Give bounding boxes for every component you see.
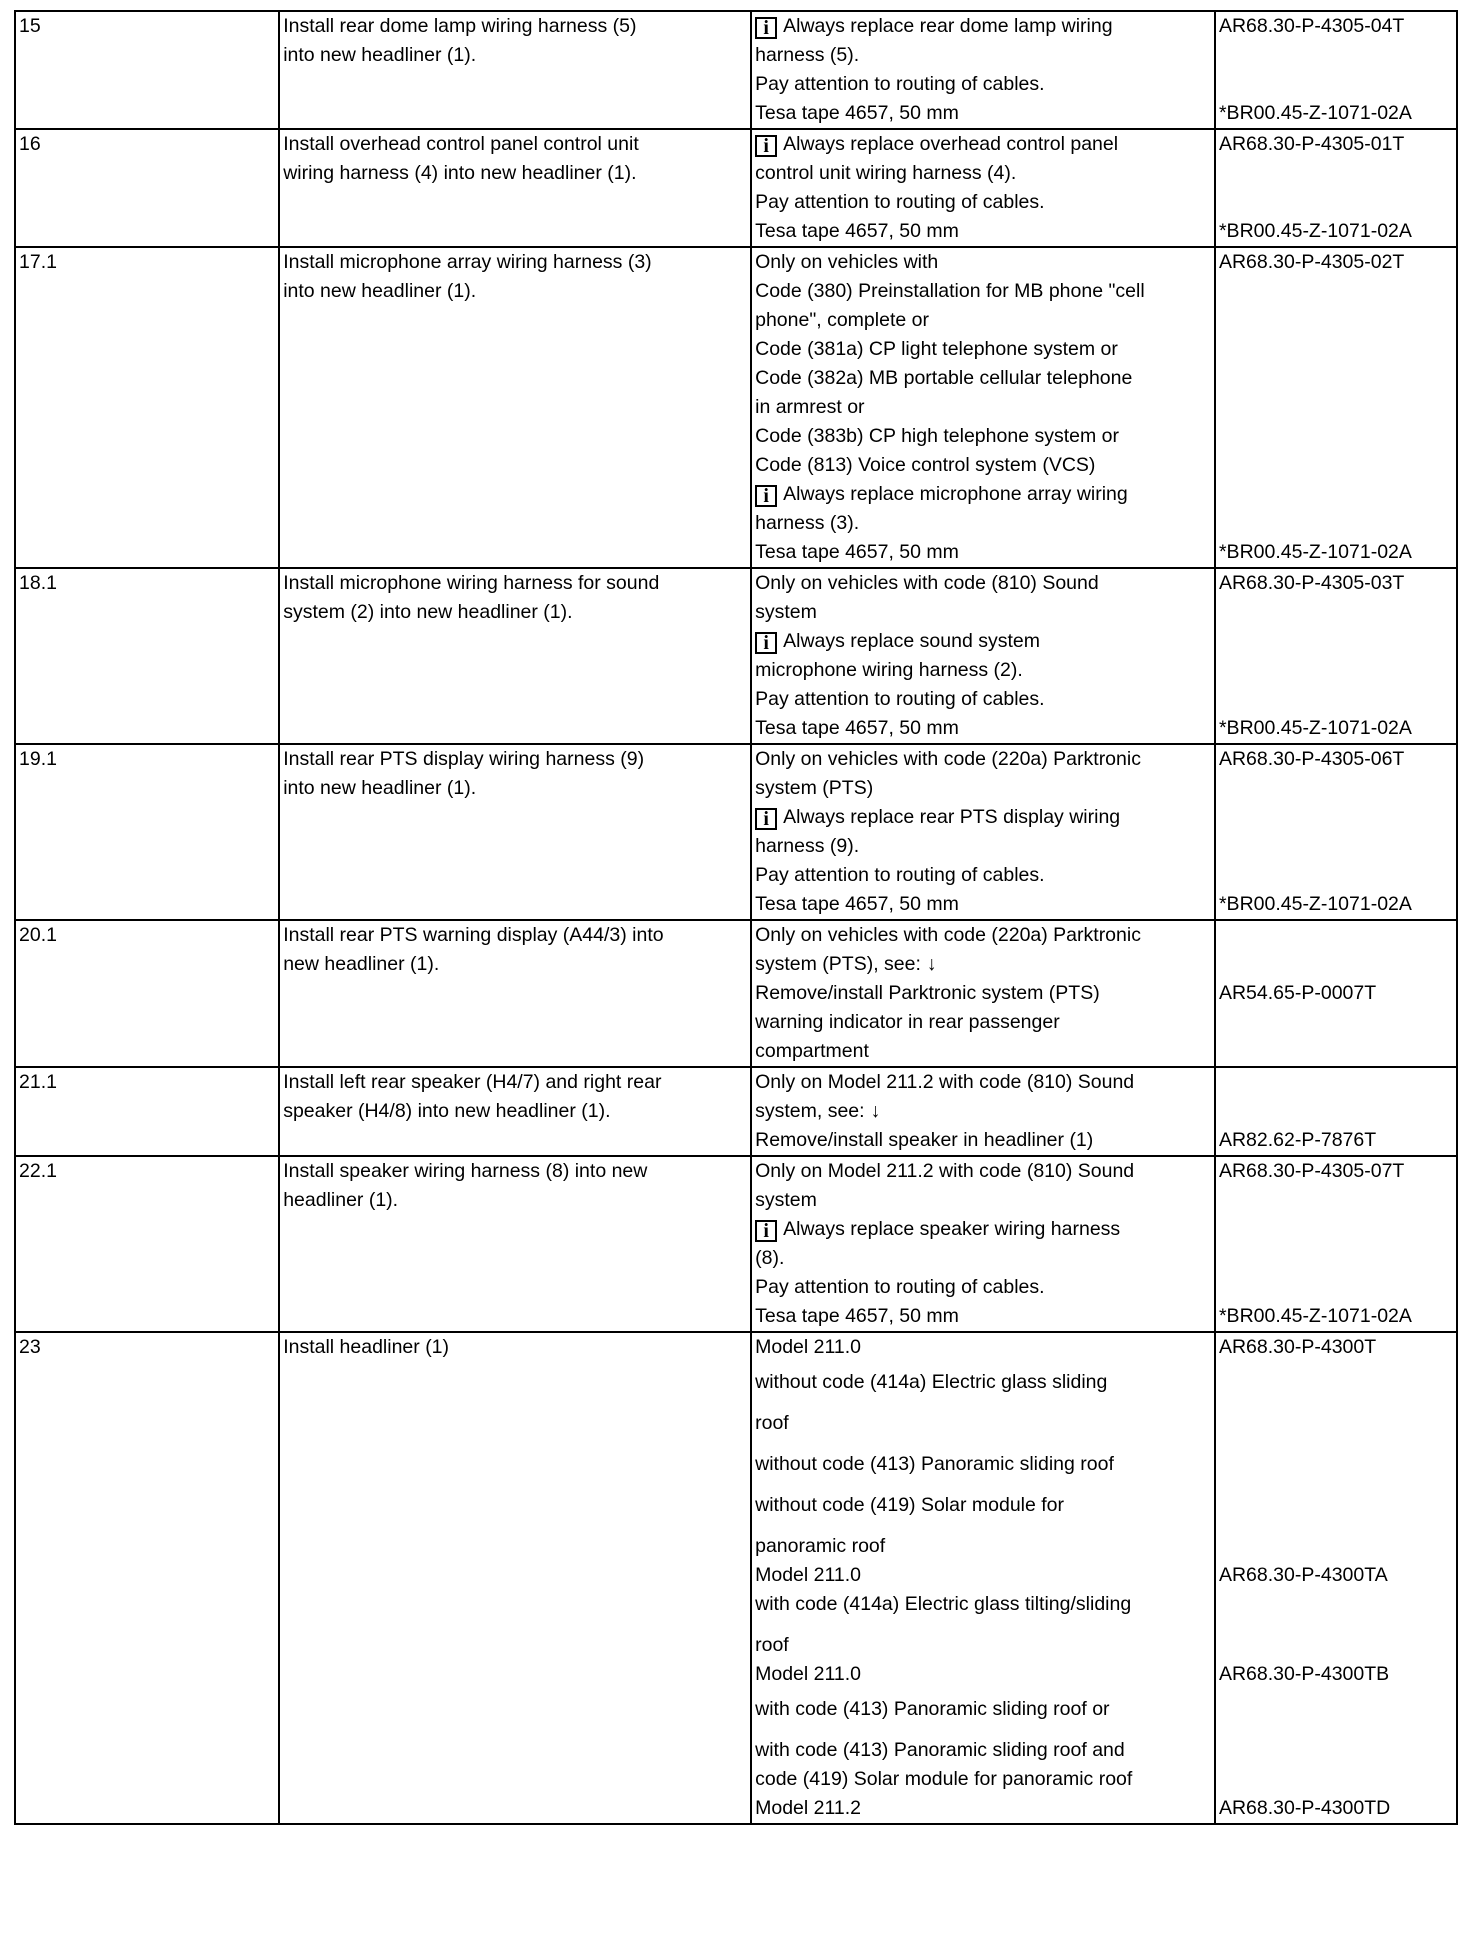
note-line <box>755 890 1211 919</box>
note-line <box>755 1368 1211 1397</box>
note-line <box>755 393 1211 422</box>
reference-line: AR68.30-P-4300TB <box>1218 1663 1390 1685</box>
note-line <box>755 1736 1211 1765</box>
note-line <box>755 1333 1211 1362</box>
info-icon: i <box>755 632 777 654</box>
note-line <box>755 1561 1211 1590</box>
note-line <box>755 1097 1211 1126</box>
note-line <box>755 422 1211 451</box>
note-line <box>755 745 1211 774</box>
down-arrow-icon: ↓ <box>926 953 937 975</box>
note-line <box>755 861 1211 890</box>
note-text: with code (413) Panoramic sliding roof or <box>755 1698 1110 1720</box>
step-number: 17.1 <box>19 251 57 273</box>
note-text: Tesa tape 4657, 50 mm <box>755 541 959 563</box>
operation-line: Install microphone wiring harness for sound <box>283 572 660 594</box>
reference-line <box>1219 1273 1453 1302</box>
step-cell <box>15 568 279 744</box>
operation-line: Install rear dome lamp wiring harness (5) <box>283 15 637 37</box>
info-icon: i <box>755 1220 777 1242</box>
notes-cell <box>751 1067 1215 1156</box>
reference-line <box>1219 1186 1453 1215</box>
note-text: Only on vehicles with code (220a) Parktronic <box>755 748 1141 770</box>
reference-line <box>1219 335 1453 364</box>
note-text: Pay attention to routing of cables. <box>755 864 1045 886</box>
note-text: Tesa tape 4657, 50 mm <box>755 717 959 739</box>
reference-line: AR68.30-P-4305-03T <box>1218 572 1405 594</box>
notes-cell <box>751 129 1215 247</box>
table-row <box>15 1332 1457 1824</box>
reference-line <box>1219 188 1453 217</box>
operation-line: Install speaker wiring harness (8) into new <box>283 1160 648 1182</box>
step-number: 21.1 <box>19 1071 57 1093</box>
reference-line: AR68.30-P-4300TA <box>1218 1564 1388 1586</box>
reference-line <box>1219 861 1453 890</box>
note-text: Always replace rear dome lamp wiring <box>783 15 1113 37</box>
note-text: Model 211.0 <box>755 1663 861 1685</box>
operation-line: wiring harness (4) into new headliner (1). <box>283 162 637 184</box>
operation-line: headliner (1). <box>283 1189 399 1211</box>
note-line <box>755 335 1211 364</box>
note-text: Always replace microphone array wiring <box>783 483 1128 505</box>
reference-line: AR68.30-P-4300T <box>1218 1336 1377 1358</box>
note-text: Remove/install Parktronic system (PTS) <box>755 982 1100 1004</box>
reference-line: *BR00.45-Z-1071-02A <box>1218 541 1412 563</box>
procedure-table <box>14 10 1458 1825</box>
table-row <box>15 129 1457 247</box>
note-line <box>755 70 1211 99</box>
note-text: Tesa tape 4657, 50 mm <box>755 893 959 915</box>
table-row <box>15 744 1457 920</box>
note-line <box>755 306 1211 335</box>
notes-cell <box>751 1156 1215 1332</box>
note-text: Code (381a) CP light telephone system or <box>755 338 1118 360</box>
note-line <box>755 1765 1211 1794</box>
notes-cell <box>751 1332 1215 1824</box>
note-line <box>755 685 1211 714</box>
note-text: Code (380) Preinstallation for MB phone "cell <box>755 280 1145 302</box>
note-text: control unit wiring harness (4). <box>755 162 1017 184</box>
note-line <box>755 12 1211 41</box>
info-icon: i <box>755 485 777 507</box>
step-number: 20.1 <box>19 924 57 946</box>
table-row <box>15 568 1457 744</box>
table-row <box>15 1156 1457 1332</box>
reference-line <box>1219 1037 1453 1066</box>
note-line <box>755 538 1211 567</box>
reference-line <box>1219 774 1453 803</box>
reference-line: AR68.30-P-4305-01T <box>1218 133 1405 155</box>
note-line <box>755 832 1211 861</box>
note-line <box>755 1186 1211 1215</box>
step-number: 16 <box>19 133 41 155</box>
step-cell <box>15 1156 279 1332</box>
note-text: Model 211.0 <box>755 1336 861 1358</box>
operation-line: new headliner (1). <box>283 953 440 975</box>
note-text: Always replace speaker wiring harness <box>783 1218 1121 1240</box>
reference-line <box>1219 1765 1453 1794</box>
reference-line <box>1219 277 1453 306</box>
reference-line <box>1219 1631 1453 1660</box>
step-cell <box>15 744 279 920</box>
reference-line: AR68.30-P-4305-07T <box>1218 1160 1405 1182</box>
reference-line <box>1219 921 1453 950</box>
note-line <box>755 1068 1211 1097</box>
note-line <box>755 1491 1211 1520</box>
reference-line: *BR00.45-Z-1071-02A <box>1218 220 1412 242</box>
note-text: harness (9). <box>755 835 860 857</box>
note-text: Pay attention to routing of cables. <box>755 73 1045 95</box>
reference-line <box>1219 1590 1453 1619</box>
reference-line <box>1219 1532 1453 1561</box>
note-text: with code (414a) Electric glass tilting/sliding <box>755 1593 1132 1615</box>
note-text: (8). <box>755 1247 785 1269</box>
note-text: phone", complete or <box>755 309 929 331</box>
step-number: 23 <box>19 1336 41 1358</box>
table-row <box>15 247 1457 568</box>
notes-cell <box>751 247 1215 568</box>
reference-line <box>1219 480 1453 509</box>
reference-line: *BR00.45-Z-1071-02A <box>1218 893 1412 915</box>
operation-cell <box>279 1332 751 1824</box>
operation-line: into new headliner (1). <box>283 280 477 302</box>
operation-line: Install rear PTS display wiring harness (9) <box>283 748 645 770</box>
notes-cell <box>751 11 1215 129</box>
note-text: Only on vehicles with code (220a) Parktronic <box>755 924 1141 946</box>
note-line <box>755 1244 1211 1273</box>
note-line <box>755 774 1211 803</box>
note-text: Tesa tape 4657, 50 mm <box>755 1305 959 1327</box>
operation-line: speaker (H4/8) into new headliner (1). <box>283 1100 611 1122</box>
note-line <box>755 1631 1211 1660</box>
step-cell <box>15 1332 279 1824</box>
note-text: without code (413) Panoramic sliding roof <box>755 1453 1114 1475</box>
reference-line <box>1219 451 1453 480</box>
operation-cell <box>279 11 751 129</box>
note-text: roof <box>755 1412 789 1434</box>
note-text: Model 211.2 <box>755 1797 861 1819</box>
operation-cell <box>279 1067 751 1156</box>
operation-line: Install left rear speaker (H4/7) and right rear <box>283 1071 662 1093</box>
reference-line <box>1219 1695 1453 1724</box>
step-cell <box>15 129 279 247</box>
operation-line: Install rear PTS warning display (A44/3) into <box>283 924 664 946</box>
operation-cell <box>279 744 751 920</box>
reference-line <box>1219 1244 1453 1273</box>
reference-line <box>1219 1368 1453 1397</box>
operation-cell <box>279 1156 751 1332</box>
reference-line: AR68.30-P-4300TD <box>1218 1797 1391 1819</box>
note-text: Always replace overhead control panel <box>783 133 1119 155</box>
reference-cell <box>1215 1067 1457 1156</box>
reference-cell <box>1215 1332 1457 1824</box>
down-arrow-icon: ↓ <box>870 1100 881 1122</box>
note-text: with code (413) Panoramic sliding roof and <box>755 1739 1125 1761</box>
reference-line <box>1219 656 1453 685</box>
operation-cell <box>279 247 751 568</box>
note-text: Pay attention to routing of cables. <box>755 191 1045 213</box>
note-text: without code (419) Solar module for <box>755 1494 1065 1516</box>
reference-cell <box>1215 129 1457 247</box>
reference-cell <box>1215 920 1457 1067</box>
operation-line: Install overhead control panel control unit <box>283 133 639 155</box>
table-row <box>15 1067 1457 1156</box>
note-line <box>755 1794 1211 1823</box>
note-text: Only on vehicles with code (810) Sound <box>755 572 1099 594</box>
reference-line <box>1219 393 1453 422</box>
note-line <box>755 569 1211 598</box>
note-line <box>755 656 1211 685</box>
reference-line <box>1219 159 1453 188</box>
note-text: in armrest or <box>755 396 865 418</box>
reference-line <box>1219 70 1453 99</box>
reference-cell <box>1215 568 1457 744</box>
note-text: Model 211.0 <box>755 1564 861 1586</box>
note-text: Code (813) Voice control system (VCS) <box>755 454 1096 476</box>
note-text: without code (414a) Electric glass sliding <box>755 1371 1108 1393</box>
operation-line: Install microphone array wiring harness (3) <box>283 251 652 273</box>
note-text: Only on Model 211.2 with code (810) Sound <box>755 1160 1135 1182</box>
note-text: system, see: <box>755 1100 865 1122</box>
reference-line: *BR00.45-Z-1071-02A <box>1218 102 1412 124</box>
reference-cell <box>1215 1156 1457 1332</box>
reference-line: AR68.30-P-4305-04T <box>1218 15 1405 37</box>
reference-cell <box>1215 247 1457 568</box>
notes-cell <box>751 744 1215 920</box>
operation-line: Install headliner (1) <box>283 1336 450 1358</box>
note-line <box>755 714 1211 743</box>
step-cell <box>15 11 279 129</box>
step-cell <box>15 247 279 568</box>
note-line <box>755 248 1211 277</box>
reference-line <box>1219 1736 1453 1765</box>
procedure-table-body <box>15 11 1457 1824</box>
reference-line <box>1219 1491 1453 1520</box>
note-text: panoramic roof <box>755 1535 886 1557</box>
note-line <box>755 509 1211 538</box>
reference-line <box>1219 509 1453 538</box>
note-line <box>755 1008 1211 1037</box>
note-text: harness (3). <box>755 512 860 534</box>
note-line <box>755 99 1211 128</box>
operation-line: system (2) into new headliner (1). <box>283 601 573 623</box>
reference-line <box>1219 803 1453 832</box>
note-text: Code (383b) CP high telephone system or <box>755 425 1119 447</box>
step-number: 18.1 <box>19 572 57 594</box>
note-line <box>755 921 1211 950</box>
note-line <box>755 1660 1211 1689</box>
reference-line <box>1219 41 1453 70</box>
reference-cell <box>1215 11 1457 129</box>
reference-line: AR68.30-P-4305-06T <box>1218 748 1405 770</box>
note-line <box>755 277 1211 306</box>
note-line <box>755 1302 1211 1331</box>
note-line <box>755 1126 1211 1155</box>
step-cell <box>15 1067 279 1156</box>
note-line <box>755 803 1211 832</box>
reference-line: AR82.62-P-7876T <box>1218 1129 1377 1151</box>
reference-line <box>1219 627 1453 656</box>
operation-cell <box>279 129 751 247</box>
reference-line <box>1219 1068 1453 1097</box>
note-line <box>755 159 1211 188</box>
note-text: Only on Model 211.2 with code (810) Sound <box>755 1071 1135 1093</box>
table-row <box>15 11 1457 129</box>
reference-line <box>1219 364 1453 393</box>
note-line <box>755 1532 1211 1561</box>
reference-line <box>1219 950 1453 979</box>
note-text: system (PTS) <box>755 777 874 799</box>
reference-line: AR54.65-P-0007T <box>1218 982 1377 1004</box>
reference-line <box>1219 598 1453 627</box>
step-number: 22.1 <box>19 1160 57 1182</box>
note-line <box>755 627 1211 656</box>
note-line <box>755 480 1211 509</box>
note-text: code (419) Solar module for panoramic roof <box>755 1768 1133 1790</box>
note-line <box>755 1157 1211 1186</box>
note-text: Pay attention to routing of cables. <box>755 1276 1045 1298</box>
note-line <box>755 1695 1211 1724</box>
note-text: system (PTS), see: <box>755 953 921 975</box>
note-line <box>755 1450 1211 1479</box>
note-text: Always replace sound system <box>783 630 1040 652</box>
note-line <box>755 41 1211 70</box>
step-cell <box>15 920 279 1067</box>
note-line <box>755 1409 1211 1438</box>
reference-line <box>1219 1409 1453 1438</box>
note-text: warning indicator in rear passenger <box>755 1011 1060 1033</box>
reference-cell <box>1215 744 1457 920</box>
notes-cell <box>751 568 1215 744</box>
notes-cell <box>751 920 1215 1067</box>
reference-line <box>1219 1008 1453 1037</box>
table-row <box>15 920 1457 1067</box>
reference-line <box>1219 1097 1453 1126</box>
note-line <box>755 950 1211 979</box>
note-text: system <box>755 1189 817 1211</box>
info-icon: i <box>755 808 777 830</box>
note-text: Pay attention to routing of cables. <box>755 688 1045 710</box>
step-number: 19.1 <box>19 748 57 770</box>
note-line <box>755 130 1211 159</box>
note-text: compartment <box>755 1040 869 1062</box>
note-text: Only on vehicles with <box>755 251 939 273</box>
note-text: Remove/install speaker in headliner (1) <box>755 1129 1094 1151</box>
note-text: Tesa tape 4657, 50 mm <box>755 102 959 124</box>
reference-line <box>1219 832 1453 861</box>
reference-line <box>1219 422 1453 451</box>
reference-line <box>1219 685 1453 714</box>
note-text: Code (382a) MB portable cellular telephone <box>755 367 1133 389</box>
operation-cell <box>279 920 751 1067</box>
note-line <box>755 598 1211 627</box>
note-text: roof <box>755 1634 789 1656</box>
note-line <box>755 1590 1211 1619</box>
note-line <box>755 1037 1211 1066</box>
reference-line <box>1219 306 1453 335</box>
note-line <box>755 188 1211 217</box>
note-line <box>755 1215 1211 1244</box>
step-number: 15 <box>19 15 41 37</box>
info-icon: i <box>755 17 777 39</box>
operation-line: into new headliner (1). <box>283 44 477 66</box>
operation-cell <box>279 568 751 744</box>
note-line <box>755 1273 1211 1302</box>
note-line <box>755 979 1211 1008</box>
note-line <box>755 364 1211 393</box>
note-text: Tesa tape 4657, 50 mm <box>755 220 959 242</box>
reference-line <box>1219 1215 1453 1244</box>
note-text: microphone wiring harness (2). <box>755 659 1023 681</box>
reference-line <box>1219 1450 1453 1479</box>
note-text: Always replace rear PTS display wiring <box>783 806 1121 828</box>
reference-line: *BR00.45-Z-1071-02A <box>1218 717 1412 739</box>
note-line <box>755 217 1211 246</box>
note-line <box>755 451 1211 480</box>
note-text: harness (5). <box>755 44 860 66</box>
operation-line: into new headliner (1). <box>283 777 477 799</box>
reference-line: AR68.30-P-4305-02T <box>1218 251 1405 273</box>
info-icon: i <box>755 135 777 157</box>
reference-line: *BR00.45-Z-1071-02A <box>1218 1305 1412 1327</box>
note-text: system <box>755 601 817 623</box>
